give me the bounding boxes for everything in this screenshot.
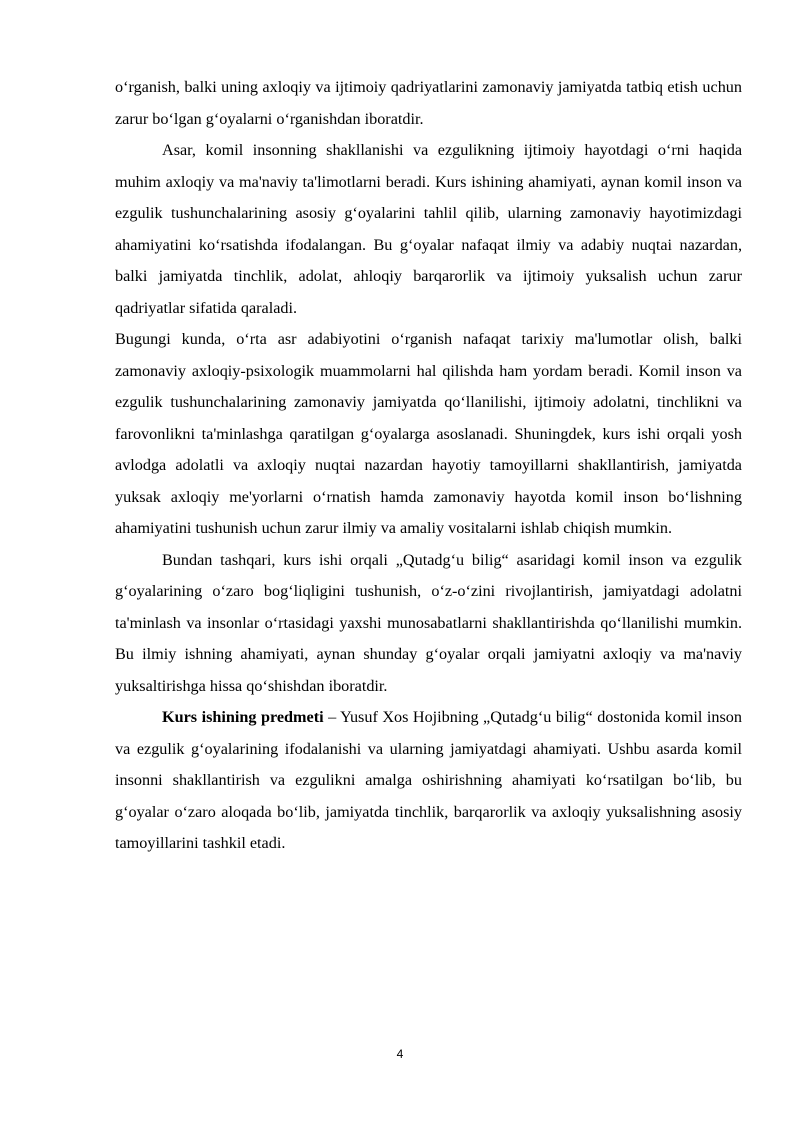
paragraph-4: Bundan tashqari, kurs ishi orqali „Qutadg‘u bilig“ asaridagi komil inson va ezgulik g‘oyalarining o‘zaro bog‘liqligini tushunish, o‘z-o‘zini rivojlantirish, jamiyatdagi adolatni ta'minlash va insonlar o‘rtasidagi yaxshi munosabatlarni shakllantirishda qo‘llanilishi mumkin. Bu ilmiy ishning ahamiyati, aynan shunday g‘oyalar orqali jamiyatni axloqiy va ma'naviy yuksaltirishga hissa qo‘shishdan iboratdir. — [115, 550, 742, 695]
document-page — [115, 72, 742, 860]
paragraph-2: Asar, komil insonning shakllanishi va ezgulikning ijtimoiy hayotdagi o‘rni haqida muhim axloqiy va ma'naviy ta'limotlarni beradi. Kurs ishining ahamiyati, aynan komil inson va ezgulik tushunchalarining asosiy g‘oyalarini tahlil qilib, ularning zamonaviy hayotimizdagi ahamiyatini ko‘rsatishda ifodalangan. Bu g‘oyalar nafaqat ilmiy va adabiy nuqtai nazardan, balki jamiyatda tinchlik, adolat, ahloqiy barqarorlik va ijtimoiy yuksalish uchun zarur qadriyatlar sifatida qaraladi. — [115, 141, 742, 317]
paragraph-5 — [115, 702, 742, 860]
course-subject-heading: Kurs ishining predmeti — [162, 708, 324, 726]
paragraph-3: Bugungi kunda, o‘rta asr adabiyotini o‘rganish nafaqat tarixiy ma'lumotlar olish, balki zamonaviy axloqiy-psixologik muammolarni hal qilishda ham yordam beradi. Komil inson va ezgulik tushunchalarining zamonaviy jamiyatda qo‘llanilishi, ijtimoiy adolatni, tinchlikni va farovonlikni ta'minlashga qaratilgan g‘oyalarga asoslanadi. Shuningdek, kurs ishi orqali yosh avlodga adolatli va axloqiy nuqtai nazardan hayotiy tamoyillarni shakllantirish, jamiyatda yuksak axloqiy me'yorlarni o‘rnatish hamda zamonaviy hayotda komil inson bo‘lishning ahamiyatini tushunish uchun zarur ilmiy va amaliy vositalarni ishlab chiqish mumkin. — [115, 330, 742, 537]
paragraph-1: o‘rganish, balki uning axloqiy va ijtimoiy qadriyatlarini zamonaviy jamiyatda tatbiq etish uchun zarur bo‘lgan g‘oyalarni o‘rganishdan iboratdir. — [115, 78, 742, 128]
course-subject-text: – Yusuf Xos Hojibning „Qutadg‘u bilig“ dostonida komil inson va ezgulik g‘oyalarining ifodalanishi va ularning jamiyatdagi ahamiyati. Ushbu asarda komil insonni shakllantirish va ezgulikni amalga oshirishning ahamiyati ko‘rsatilgan bo‘lib, bu g‘oyalar o‘zaro aloqada bo‘lib, jamiyatda tinchlik, barqarorlik va axloqiy yuksalishning asosiy tamoyillarini tashkil etadi. — [115, 708, 742, 852]
page-number: 4 — [396, 1047, 404, 1061]
